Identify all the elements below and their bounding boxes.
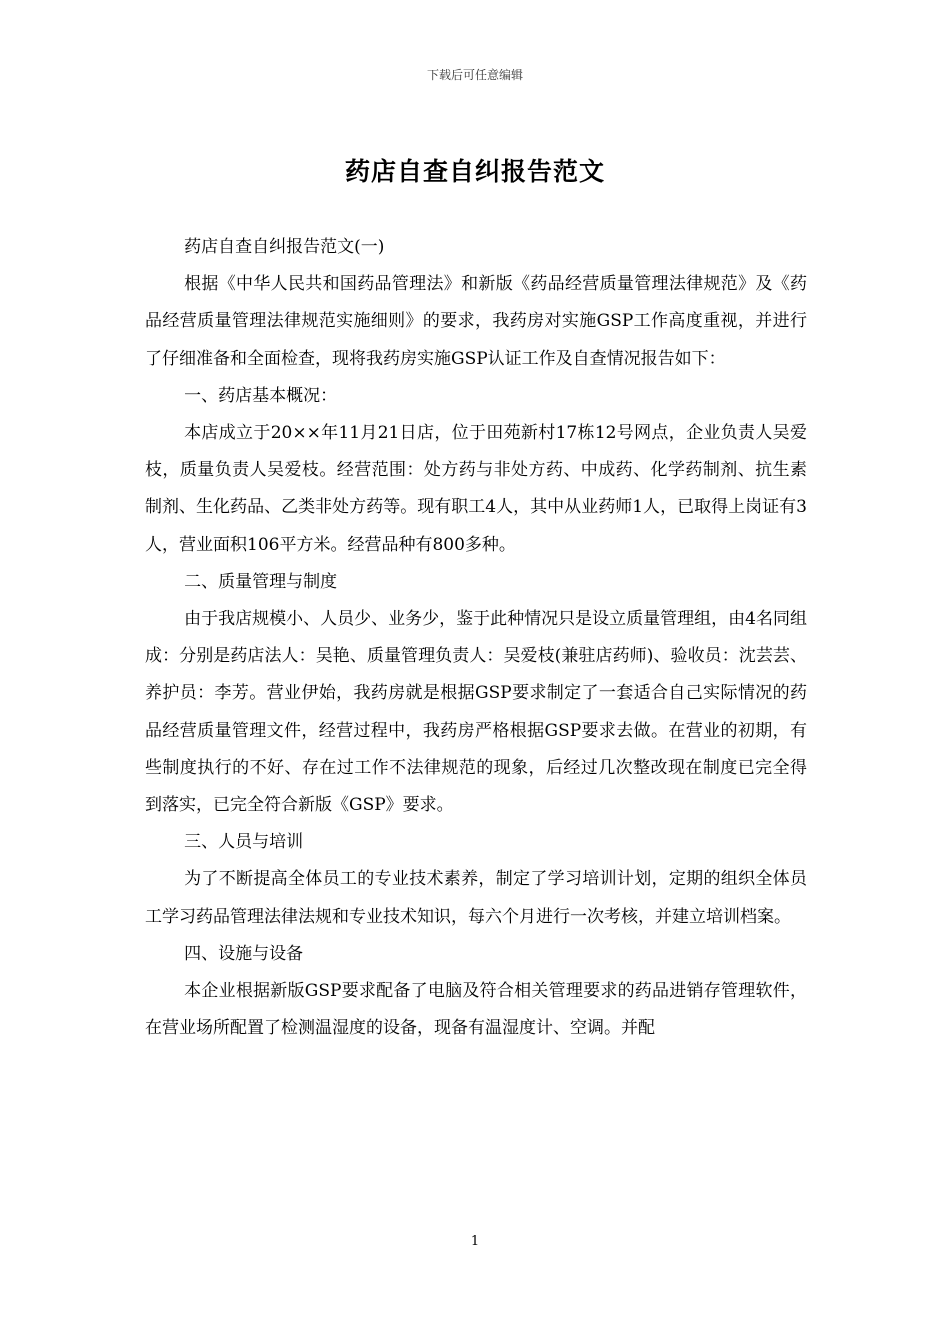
section-heading: 药店自查自纠报告范文(一) xyxy=(184,237,385,257)
document-title: 药店自查自纠报告范文 xyxy=(344,157,605,186)
paragraph: 为了不断提高全体员工的专业技术素养，制定了学习培训计划，定期的组织全体员工学习药品管理法律法规和专业技术知识，每六个月进行一次考核，并建立培训档案。 xyxy=(145,869,807,927)
paragraph: 由于我店规模小、人员少、业务少，鉴于此种情况只是设立质量管理组，由4名同组成：分别是药店法人：吴艳、质量管理负责人：吴爱枝(兼驻店药师)、验收员：沈芸芸、养护员：李芳。营业伊始，我药房就是根据GSP要求制定了一套适合自己实际情况的药品经营质量管理文件，经营过程中，我药房严格根据GSP要求去做。在营业的初期，有些制度执行的不好、存在过工作不法律规范的现象，后经过几次整改现在制度已完全得到落实，已完全符合新版《GSP》要求。 xyxy=(145,609,807,816)
section-heading: 二、质量管理与制度 xyxy=(184,571,338,592)
page-number: 1 xyxy=(470,1234,480,1249)
document-body xyxy=(145,229,807,1047)
paragraph: 根据《中华人民共和国药品管理法》和新版《药品经营质量管理法律规范》及《药品经营质量管理法律规范实施细则》的要求，我药房对实施GSP工作高度重视，并进行了仔细准备和全面检查，现将我药房实施GSP认证工作及自查情况报告如下： xyxy=(145,274,807,369)
paragraph: 本企业根据新版GSP要求配备了电脑及符合相关管理要求的药品进销存管理软件，在营业场所配置了检测温湿度的设备，现备有温湿度计、空调。并配 xyxy=(145,981,807,1039)
header-note: 下载后可任意编辑 xyxy=(426,68,523,82)
section-heading: 三、人员与培训 xyxy=(184,832,304,853)
section-heading: 一、药店基本概况： xyxy=(184,385,338,406)
paragraph: 本店成立于20××年11月21日店，位于田苑新村17栋12号网点，企业负责人吴爱枝，质量负责人吴爱枝。经营范围：处方药与非处方药、中成药、化学药制剂、抗生素制剂、生化药品、乙类非处方药等。现有职工4人，其中从业药师1人，已取得上岗证有3人，营业面积106平方米。经营品种有800多种。 xyxy=(145,423,807,555)
section-heading: 四、设施与设备 xyxy=(184,943,304,964)
